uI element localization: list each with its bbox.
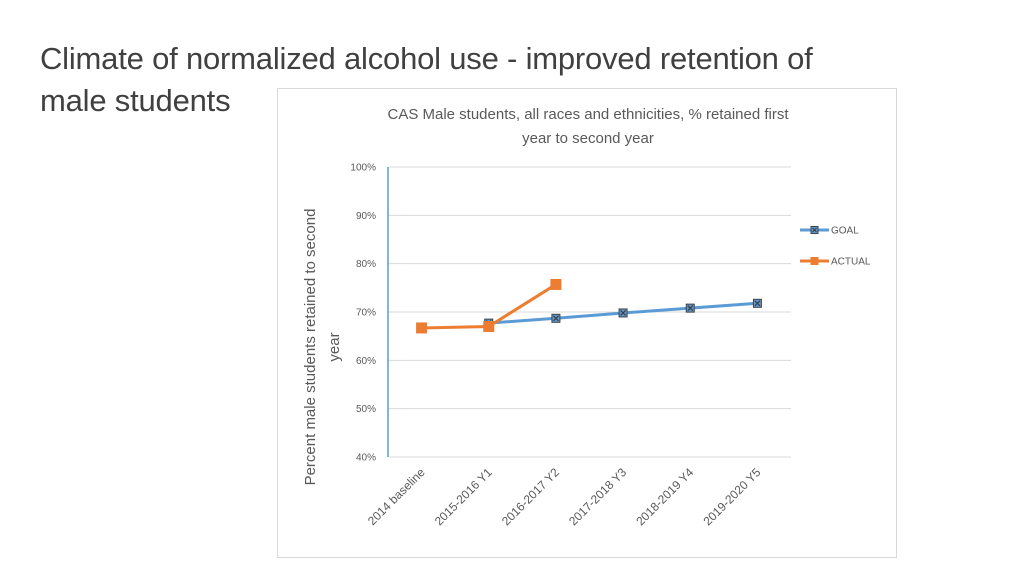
goal-data-point: [686, 304, 694, 312]
goal-data-point: [619, 309, 627, 317]
y-tick-label: 80%: [355, 259, 376, 271]
goal-data-point: [552, 314, 560, 322]
actual-data-point: [484, 322, 494, 332]
slide-title-line-2: male students: [40, 83, 231, 118]
y-tick-label: 40%: [355, 452, 376, 464]
chart-title-line-2: year to second year: [522, 130, 654, 147]
y-tick-label: 100%: [350, 162, 376, 174]
y-axis-label-line-2: year: [326, 332, 343, 362]
x-tick-label: 2018-2019 Y4: [633, 465, 697, 529]
legend-label-actual: ACTUAL: [831, 256, 871, 268]
y-tick-label: 60%: [355, 355, 376, 367]
legend: [800, 226, 871, 268]
y-tick-label: 50%: [355, 404, 376, 416]
grid-lines: [388, 167, 791, 457]
x-tick-label: 2016-2017 Y2: [498, 465, 563, 529]
legend-label-goal: GOAL: [831, 225, 859, 237]
line-chart: [278, 89, 898, 559]
y-tick-labels: [350, 163, 376, 464]
x-tick-label: 2014 baseline: [364, 465, 428, 528]
y-tick-label: 90%: [355, 210, 376, 222]
y-axis-label-line-1: Percent male students retained to second: [302, 208, 319, 486]
legend-item-actual: [800, 257, 871, 268]
x-tick-label: 2019-2020 Y5: [700, 465, 764, 529]
actual-data-point: [551, 279, 561, 289]
x-tick-label: 2015-2016 Y1: [431, 465, 495, 529]
x-tick-labels: [365, 465, 764, 528]
actual-data-point: [417, 323, 427, 333]
legend-item-goal: [800, 226, 859, 237]
chart-frame: [277, 88, 897, 558]
series-layer: [417, 279, 762, 333]
legend-marker-actual: [811, 257, 819, 265]
slide-title-line-1: Climate of normalized alcohol use - improved retention of: [40, 41, 813, 76]
y-tick-label: 70%: [355, 307, 376, 319]
legend-marker-goal: [811, 227, 818, 234]
x-tick-label: 2017-2018 Y3: [566, 465, 630, 529]
goal-data-point: [753, 299, 761, 307]
chart-title-line-1: CAS Male students, all races and ethnicities, % retained first: [387, 106, 789, 123]
